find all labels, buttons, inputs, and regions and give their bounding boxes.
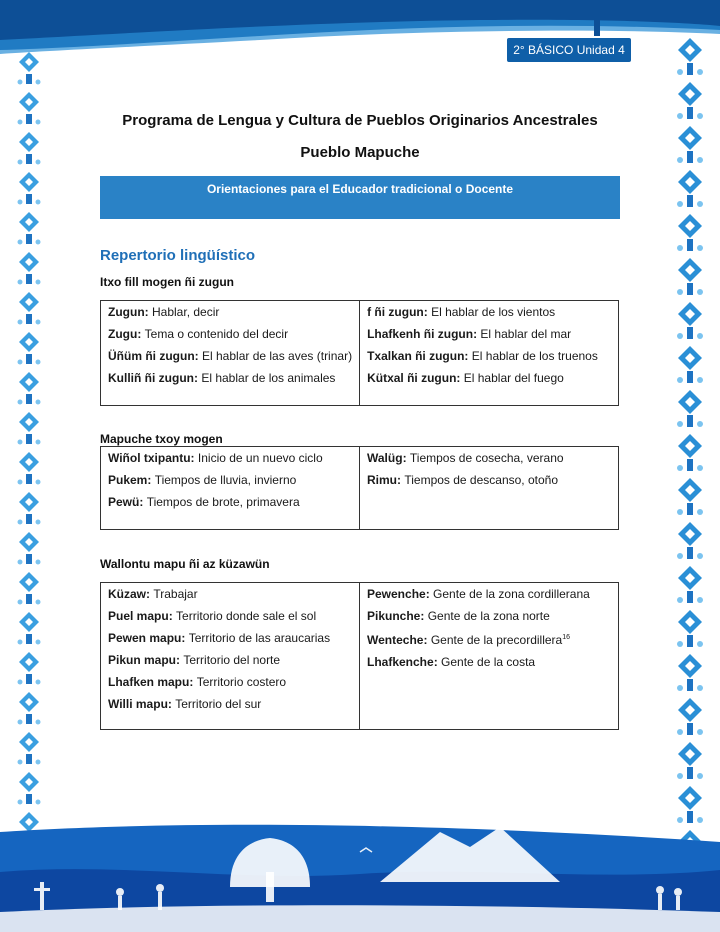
vocabulary-term: Pukem: [108, 473, 148, 487]
vocabulary-definition: Trabajar: [153, 587, 198, 601]
table-heading-2: Mapuche txoy mogen: [100, 432, 223, 446]
vocabulary-term: Pikun mapu: [108, 653, 177, 667]
vocabulary-entry: [367, 587, 611, 601]
vocabulary-entry: [108, 675, 352, 689]
term-separator: :: [464, 349, 472, 363]
term-separator: :: [425, 587, 434, 601]
table-column-right: [359, 301, 618, 405]
vocabulary-table-1: [100, 300, 619, 406]
vocabulary-term: Kütxal ñi zugun: [367, 371, 457, 385]
vocabulary-term: Pewen mapu: [108, 631, 182, 645]
vocabulary-definition: Tiempos de cosecha, verano: [409, 451, 564, 465]
vocabulary-definition: El hablar del fuego: [463, 371, 564, 385]
vocabulary-definition: Territorio costero: [196, 675, 287, 689]
vocabulary-definition: Tiempos de lluvia, invierno: [154, 473, 297, 487]
vocabulary-entry: [108, 631, 352, 645]
vocabulary-entry: [108, 473, 352, 487]
vocabulary-entry: [108, 451, 352, 465]
table-column-right: [359, 447, 618, 529]
term-separator: :: [402, 451, 410, 465]
vocabulary-term: Lhafkenh ñi zugun: [367, 327, 474, 341]
vocabulary-term: Wiñol txipantu: [108, 451, 191, 465]
vocabulary-term: Wenteche: [367, 633, 424, 647]
term-separator: :: [139, 495, 147, 509]
vocabulary-definition: Territorio del norte: [183, 653, 281, 667]
term-separator: :: [189, 675, 197, 689]
vocabulary-definition: El hablar del mar: [480, 327, 572, 341]
term-separator: :: [181, 631, 189, 645]
vocabulary-entry: [108, 349, 352, 363]
vocabulary-entry: [108, 609, 352, 623]
term-separator: :: [190, 451, 198, 465]
vocabulary-table-2: [100, 446, 619, 530]
term-separator: :: [137, 327, 145, 341]
term-separator: :: [167, 697, 176, 711]
vocabulary-entry: [108, 495, 352, 509]
vocabulary-entry: [367, 631, 611, 647]
vocabulary-term: Puel mapu: [108, 609, 169, 623]
vocabulary-definition: Gente de la costa: [441, 655, 536, 669]
vocabulary-definition: Territorio del sur: [175, 697, 262, 711]
vocabulary-definition: El hablar de los truenos: [471, 349, 598, 363]
table-column-left: [101, 301, 359, 405]
vocabulary-term: Zugu: [108, 327, 138, 341]
term-separator: :: [168, 609, 177, 623]
vocabulary-term: Txalkan ñi zugun: [367, 349, 465, 363]
vocabulary-table-3: [100, 582, 619, 730]
unit-badge: 2° BÁSICO Unidad 4: [507, 38, 631, 62]
vocabulary-entry: [367, 473, 611, 487]
term-separator: :: [147, 473, 155, 487]
right-pattern-border: [674, 36, 706, 856]
orientation-box: Orientaciones para el Educador tradicional o Docente: [100, 176, 620, 219]
vocabulary-definition: Tema o contenido del decir: [144, 327, 289, 341]
vocabulary-definition: Gente de la zona cordillerana: [433, 587, 590, 601]
page-subtitle: Pueblo Mapuche: [300, 144, 420, 161]
term-separator: :: [176, 653, 184, 667]
vocabulary-entry: [367, 371, 611, 385]
vocabulary-term: f ñi zugun: [367, 305, 424, 319]
vocabulary-term: Pewenche: [367, 587, 426, 601]
vocabulary-entry: [367, 451, 611, 465]
vocabulary-definition: Gente de la zona norte: [427, 609, 550, 623]
table-column-left: [101, 583, 359, 729]
vocabulary-term: Pewü: [108, 495, 140, 509]
landscape-decoration: [0, 812, 720, 932]
vocabulary-term: Willi mapu: [108, 697, 168, 711]
vocabulary-term: Zugun: [108, 305, 145, 319]
page-title: Programa de Lengua y Cultura de Pueblos Originarios Ancestrales: [122, 112, 598, 129]
term-separator: :: [456, 371, 464, 385]
table-heading-1: Itxo fill mogen ñi zugun: [100, 275, 234, 289]
vocabulary-term: Walüg: [367, 451, 403, 465]
vocabulary-definition: Gente de la precordillera: [430, 633, 563, 647]
table-column-left: [101, 447, 359, 529]
vocabulary-entry: [108, 371, 352, 385]
vocabulary-entry: [367, 609, 611, 623]
vocabulary-definition: Inicio de un nuevo ciclo: [197, 451, 323, 465]
vocabulary-entry: [367, 327, 611, 341]
vocabulary-definition: El hablar de los vientos: [431, 305, 556, 319]
table-heading-3: Wallontu mapu ñi az küzawün: [100, 557, 270, 571]
vocabulary-definition: Hablar, decir: [152, 305, 220, 319]
vocabulary-definition: Territorio donde sale el sol: [176, 609, 317, 623]
term-separator: :: [194, 349, 202, 363]
vocabulary-term: Lhafkenche: [367, 655, 434, 669]
term-separator: :: [423, 633, 431, 647]
vocabulary-definition: Territorio de las araucarias: [188, 631, 331, 645]
term-separator: :: [146, 587, 154, 601]
vocabulary-definition: El hablar de los animales: [201, 371, 336, 385]
footnote-marker: 16: [562, 634, 571, 641]
vocabulary-entry: [108, 697, 352, 711]
term-separator: :: [420, 609, 428, 623]
vocabulary-entry: [367, 655, 611, 669]
term-separator: :: [423, 305, 432, 319]
vocabulary-term: Lhafken mapu: [108, 675, 190, 689]
vocabulary-entry: [367, 305, 611, 319]
vocabulary-term: Pikunche: [367, 609, 421, 623]
vocabulary-definition: El hablar de las aves (trinar): [202, 349, 353, 363]
vocabulary-definition: Tiempos de brote, primavera: [146, 495, 300, 509]
vocabulary-entry: [108, 587, 352, 601]
table-column-right: [359, 583, 618, 729]
vocabulary-term: Üñüm ñi zugun: [108, 349, 195, 363]
vocabulary-term: Küzaw: [108, 587, 147, 601]
term-separator: :: [193, 371, 202, 385]
vocabulary-entry: [367, 349, 611, 363]
term-separator: :: [473, 327, 481, 341]
left-pattern-border: [14, 50, 44, 850]
vocabulary-term: Kulliñ ñi zugun: [108, 371, 194, 385]
vocabulary-entry: [108, 305, 352, 319]
term-separator: :: [144, 305, 152, 319]
vocabulary-definition: Tiempos de descanso, otoño: [404, 473, 558, 487]
term-separator: :: [433, 655, 442, 669]
section-title: Repertorio lingüístico: [100, 247, 256, 264]
vocabulary-entry: [108, 327, 352, 341]
term-separator: :: [397, 473, 405, 487]
vocabulary-entry: [108, 653, 352, 667]
vocabulary-term: Rimu: [367, 473, 397, 487]
